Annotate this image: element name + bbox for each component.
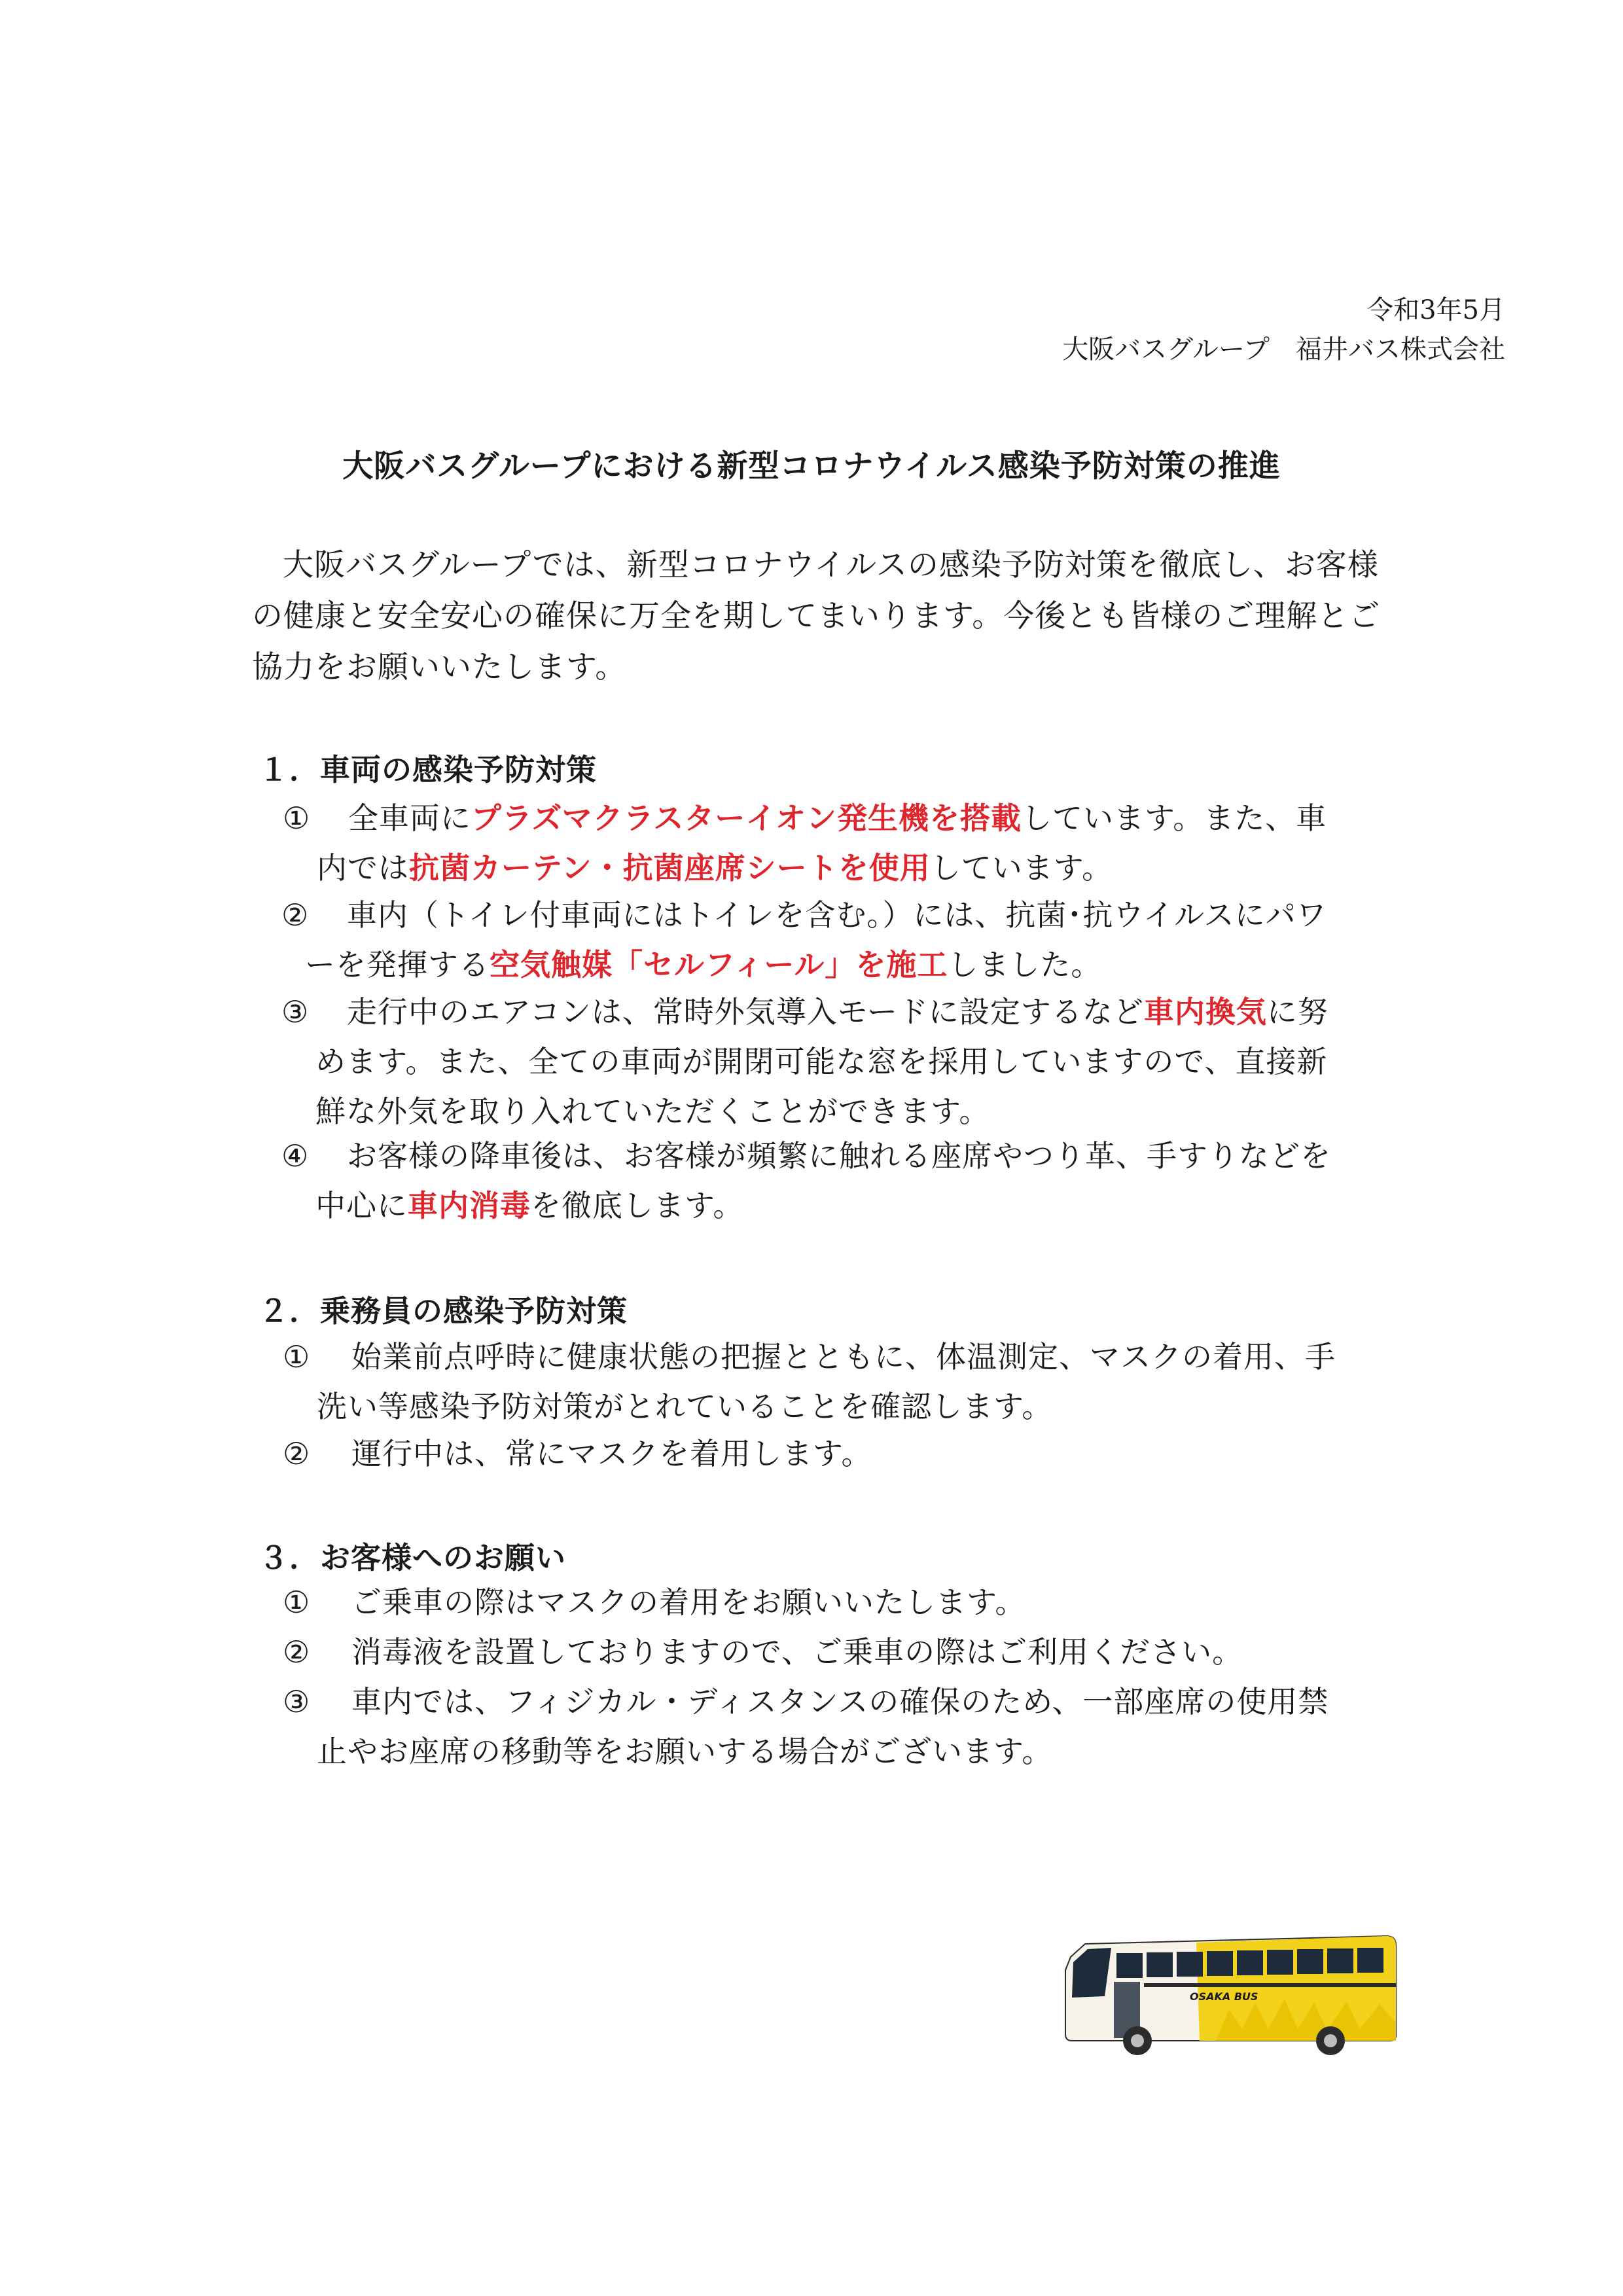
item-number: ④ bbox=[281, 1138, 310, 1174]
intro-paragraph: 大阪バスグループでは、新型コロナウイルスの感染予防対策を徹底し、お客様の健康と安全安心の確保に万全を期してまいります。今後とも皆様のご理解とご協力をお願いいたします。 bbox=[252, 547, 1381, 685]
list-item bbox=[283, 1627, 1243, 1677]
list-item bbox=[281, 1131, 1331, 1230]
item-number: ② bbox=[281, 897, 310, 933]
item-line: 全車両にプラズマクラスターイオン発生機を搭載しています。また、車 bbox=[348, 800, 1327, 836]
item-line: 始業前点呼時に健康状態の把握とともに、体温測定、マスクの着用、手 bbox=[351, 1339, 1336, 1374]
item-line: 車内では、フィジカル・ディスタンスの確保のため、一部座席の使用禁 bbox=[351, 1684, 1329, 1719]
list-item bbox=[283, 1677, 1329, 1776]
item-line: 消毒液を設置しておりますので、ご乗車の際はご利用ください。 bbox=[351, 1634, 1243, 1670]
list-item bbox=[281, 890, 1327, 990]
list-item bbox=[283, 1577, 1026, 1627]
item-number: ① bbox=[283, 1585, 311, 1620]
item-line: 止やお座席の移動等をお願いする場合がございます。 bbox=[317, 1734, 1053, 1769]
item-line: 中心に車内消毒を徹底します。 bbox=[315, 1188, 744, 1223]
item-line: めます。また、全ての車両が開閉可能な窓を採用していますので、直接新 bbox=[315, 1044, 1328, 1079]
bus-label: OSAKA BUS bbox=[1190, 1990, 1258, 2003]
highlight-text: プラズマクラスターイオン発生機を搭載 bbox=[471, 800, 1022, 836]
bus-illustration bbox=[1059, 1931, 1402, 2058]
item-line: ご乗車の際はマスクの着用をお願いいたします。 bbox=[351, 1585, 1026, 1620]
list-item bbox=[283, 1429, 872, 1479]
highlight-text: 抗菌カーテン・抗菌座席シートを使用 bbox=[409, 850, 931, 886]
section-heading-customers: ３．お客様へのお願い bbox=[259, 1540, 566, 1575]
list-item bbox=[283, 793, 1327, 893]
item-line: 洗い等感染予防対策がとれていることを確認します。 bbox=[317, 1389, 1053, 1424]
bus-stripe bbox=[1144, 1983, 1396, 1987]
item-line: ーを発揮する空気触媒「セルフィール」を施工しました。 bbox=[305, 947, 1102, 982]
list-item bbox=[281, 987, 1329, 1136]
item-line: 鮮な外気を取り入れていただくことができます。 bbox=[315, 1094, 990, 1129]
section-heading-vehicle: １．車両の感染予防対策 bbox=[259, 752, 597, 787]
item-number: ① bbox=[283, 800, 311, 836]
list-item bbox=[283, 1332, 1336, 1431]
item-line: 運行中は、常にマスクを着用します。 bbox=[351, 1436, 872, 1471]
item-line: 内では抗菌カーテン・抗菌座席シートを使用しています。 bbox=[317, 850, 1113, 886]
document-title: 大阪バスグループにおける新型コロナウイルス感染予防対策の推進 bbox=[342, 448, 1281, 484]
section-heading-crew: ２．乗務員の感染予防対策 bbox=[259, 1293, 628, 1329]
item-number: ③ bbox=[281, 994, 310, 1030]
highlight-text: 空気触媒「セルフィール」を施工 bbox=[490, 947, 948, 982]
item-number: ② bbox=[283, 1634, 311, 1670]
item-number: ② bbox=[283, 1436, 311, 1471]
company-name: 大阪バスグループ 福井バス株式会社 bbox=[1062, 334, 1505, 365]
highlight-text: 車内消毒 bbox=[408, 1188, 531, 1223]
item-number: ① bbox=[283, 1339, 311, 1374]
item-line: 走行中のエアコンは、常時外気導入モードに設定するなど車内換気に努 bbox=[347, 994, 1329, 1030]
item-line: お客様の降車後は、お客様が頻繁に触れる座席やつり革、手すりなどを bbox=[347, 1138, 1331, 1174]
item-line: 車内（トイレ付車両にはトイレを含む。）には、抗菌･抗ウイルスにパワ bbox=[347, 897, 1327, 933]
document-date: 令和3年5月 bbox=[1367, 295, 1505, 325]
item-number: ③ bbox=[283, 1684, 311, 1719]
highlight-text: 車内換気 bbox=[1143, 994, 1267, 1030]
